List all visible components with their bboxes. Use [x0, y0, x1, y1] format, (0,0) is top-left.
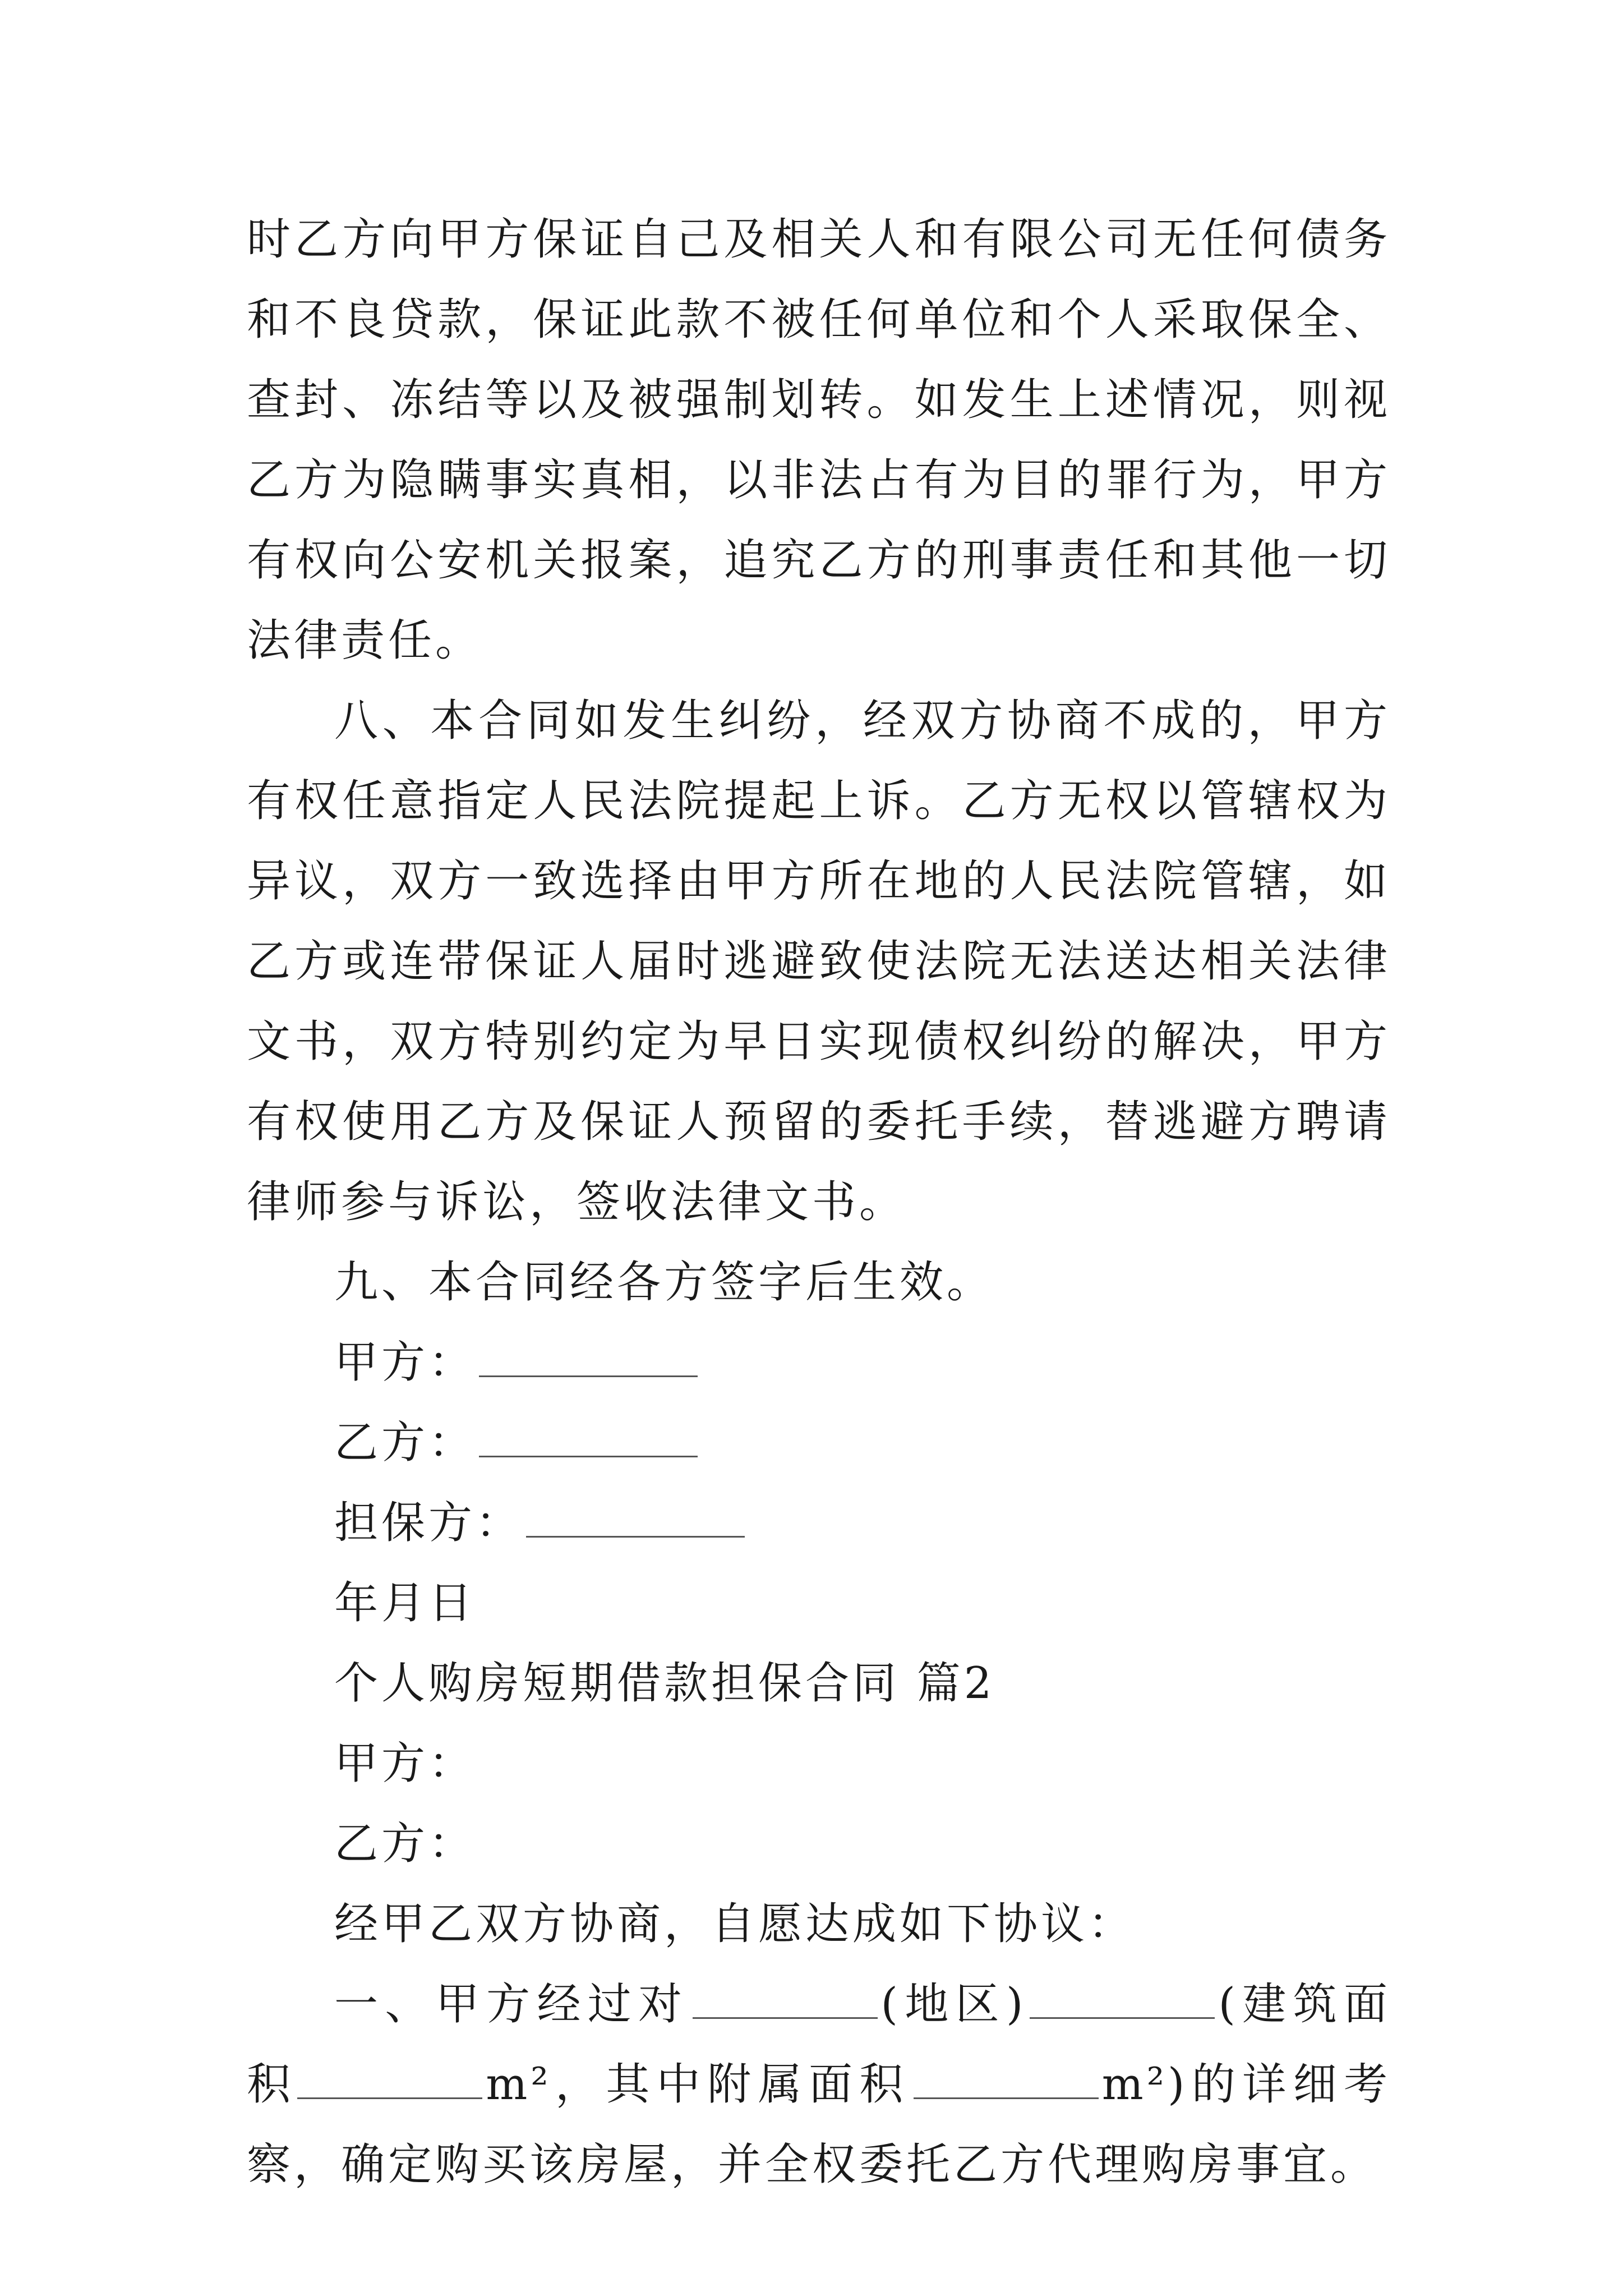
section-2-party-b: 乙方：	[334, 1819, 476, 1869]
clause-1-part-2: (地区)	[880, 1979, 1027, 2030]
party-a-label: 甲方：	[334, 1337, 476, 1388]
section-2-clause-1	[247, 1964, 1391, 2205]
date-line: 年月日	[334, 1578, 476, 1628]
auxiliary-area-blank	[914, 2064, 1099, 2099]
party-b-label: 乙方：	[334, 1418, 476, 1468]
continuation-block	[247, 200, 1391, 2205]
clause-1-part-3: (建筑面积	[247, 1979, 1391, 2110]
signature-guarantor	[247, 1483, 1391, 1563]
guarantor-signature-blank	[526, 1502, 745, 1538]
property-blank	[1030, 1984, 1215, 2019]
party-b-signature-blank	[479, 1422, 698, 1457]
section-2-party-a: 甲方：	[334, 1738, 476, 1789]
paragraph-continuation: 时乙方向甲方保证自己及相关人和有限公司无任何债务和不良贷款，保证此款不被任何单位和个人采取保全、查封、冻结等以及被强制划转。如发生上述情况，则视乙方为隐瞒事实真相，以非法占有为目的罪行为，甲方有权向公安机关报案，追究乙方的刑事责任和其他一切法律责任。	[247, 214, 1391, 666]
section-2-intro: 经甲乙双方协商，自愿达成如下协议：	[334, 1899, 1136, 1949]
building-area-blank	[297, 2064, 482, 2099]
clause-1-part-5: m²)的详细考察，确定购买该房屋，并全权委托乙方代理购房事宜。	[247, 2059, 1391, 2190]
section-2-title: 个人购房短期借款担保合同 篇2	[334, 1658, 995, 1709]
signature-party-b	[247, 1403, 1391, 1483]
region-blank	[693, 1984, 878, 2019]
clause-8: 八、本合同如发生纠纷，经双方协商不成的，甲方有权任意指定人民法院提起上诉。乙方无权以管辖权为异议，双方一致选择由甲方所在地的人民法院管辖，如乙方或连带保证人届时逃避致使法院无法送达相关法律文书，双方特别约定为早日实现债权纠纷的解决，甲方有权使用乙方及保证人预留的委托手续，替逃避方聘请律师参与诉讼，签收法律文书。	[247, 696, 1391, 1227]
clause-9: 九、本合同经各方签字后生效。	[334, 1257, 994, 1308]
guarantor-label: 担保方：	[334, 1498, 523, 1548]
clause-1-part-1: 一、甲方经过对	[334, 1979, 689, 2030]
party-a-signature-blank	[479, 1342, 698, 1377]
signature-party-a	[247, 1323, 1391, 1403]
clause-1-part-4: m²，其中附属面积	[486, 2059, 910, 2110]
